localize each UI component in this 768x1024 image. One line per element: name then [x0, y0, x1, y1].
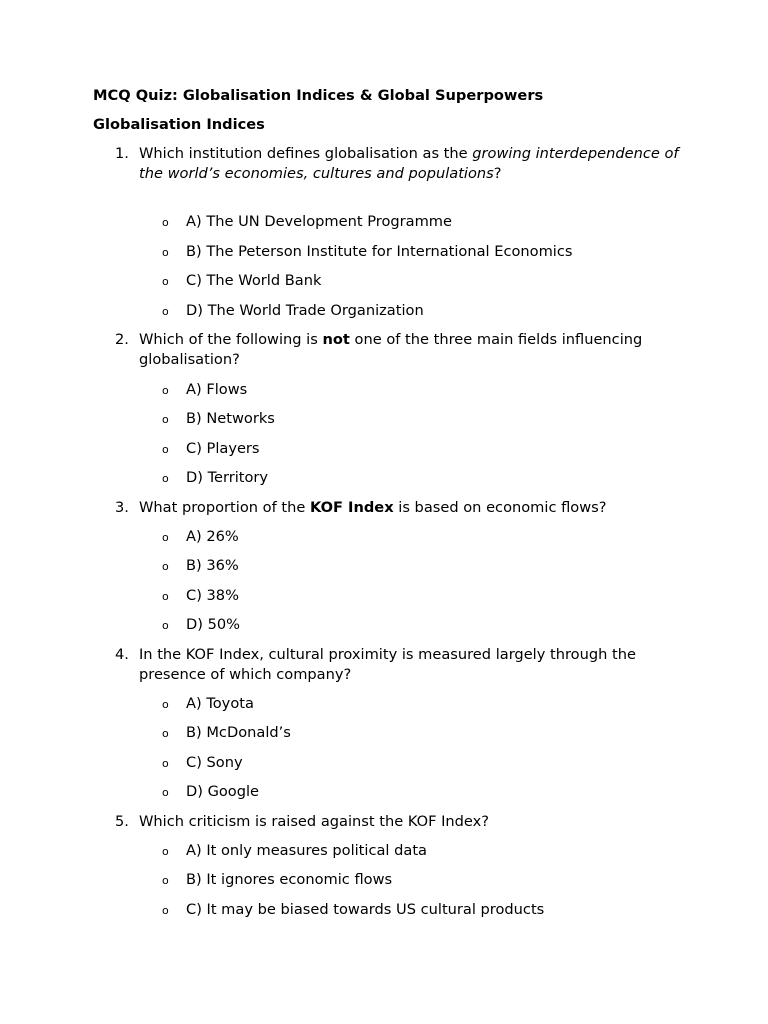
emphasis-text: not [322, 331, 350, 348]
option-label: C) It may be biased towards US cultural products [186, 901, 545, 918]
option-label: C) Sony [186, 754, 243, 771]
question-text: Which criticism is raised against the KOF Index? [139, 813, 490, 830]
option-1c[interactable] [0, 271, 768, 291]
section-heading: Globalisation Indices [93, 116, 265, 133]
option-1b[interactable] [0, 242, 768, 262]
option-2d[interactable] [0, 468, 768, 488]
option-label: C) Players [186, 440, 260, 457]
emphasis-text: KOF Index [309, 499, 394, 516]
option-label: C) 38% [186, 587, 239, 604]
bullet-icon: o [162, 413, 169, 426]
option-2b[interactable] [0, 409, 768, 429]
option-label: B) 36% [186, 557, 239, 574]
question-number: 5. [115, 813, 129, 830]
option-4c[interactable] [0, 753, 768, 773]
bullet-icon: o [162, 904, 169, 917]
option-label: A) Toyota [186, 695, 254, 712]
question-text: Which of the following is not one of the three main fields influencing globalisation? [139, 331, 643, 368]
option-5b[interactable] [0, 870, 768, 890]
question-number: 1. [115, 145, 129, 162]
emphasis-text: growing interdependence of the world’s economies, cultures and populations [139, 145, 679, 182]
bullet-icon: o [162, 619, 169, 632]
bullet-icon: o [162, 472, 169, 485]
document-title: MCQ Quiz: Globalisation Indices & Global Superpowers [93, 87, 544, 104]
option-4b[interactable] [0, 723, 768, 743]
bullet-icon: o [162, 275, 169, 288]
option-1d[interactable] [0, 301, 768, 321]
option-2a[interactable] [0, 380, 768, 400]
option-label: C) The World Bank [186, 272, 322, 289]
question-number: 4. [115, 646, 129, 663]
option-label: D) 50% [186, 616, 241, 633]
option-2c[interactable] [0, 439, 768, 459]
option-5c[interactable] [0, 900, 768, 920]
question-number: 3. [115, 499, 129, 516]
option-label: B) Networks [186, 410, 275, 427]
option-label: B) It ignores economic flows [186, 871, 393, 888]
bullet-icon: o [162, 384, 169, 397]
option-label: A) 26% [186, 528, 239, 545]
bullet-icon: o [162, 216, 169, 229]
bullet-icon: o [162, 305, 169, 318]
option-label: A) It only measures political data [186, 842, 427, 859]
option-label: D) Territory [186, 469, 269, 486]
bullet-icon: o [162, 786, 169, 799]
bullet-icon: o [162, 845, 169, 858]
bullet-icon: o [162, 757, 169, 770]
option-3a[interactable] [0, 527, 768, 547]
question-number: 2. [115, 331, 129, 348]
option-label: B) The Peterson Institute for International Economics [186, 243, 573, 260]
question-text: In the KOF Index, cultural proximity is measured largely through the presence of which company? [139, 646, 636, 683]
bullet-icon: o [162, 698, 169, 711]
option-label: D) Google [186, 783, 260, 800]
bullet-icon: o [162, 443, 169, 456]
option-label: A) The UN Development Programme [186, 213, 452, 230]
bullet-icon: o [162, 531, 169, 544]
option-label: A) Flows [186, 381, 248, 398]
option-3b[interactable] [0, 556, 768, 576]
bullet-icon: o [162, 727, 169, 740]
option-3c[interactable] [0, 586, 768, 606]
option-1a[interactable] [0, 212, 768, 232]
option-5a[interactable] [0, 841, 768, 861]
option-3d[interactable] [0, 615, 768, 635]
option-label: B) McDonald’s [186, 724, 291, 741]
question-text: What proportion of the KOF Index is based on economic flows? [139, 499, 607, 516]
option-label: D) The World Trade Organization [186, 302, 424, 319]
option-4d[interactable] [0, 782, 768, 802]
option-4a[interactable] [0, 694, 768, 714]
bullet-icon: o [162, 590, 169, 603]
question-text: Which institution defines globalisation as the growing interdependence of the world’s economies, cultures and populations? [139, 145, 679, 182]
bullet-icon: o [162, 874, 169, 887]
bullet-icon: o [162, 560, 169, 573]
bullet-icon: o [162, 246, 169, 259]
